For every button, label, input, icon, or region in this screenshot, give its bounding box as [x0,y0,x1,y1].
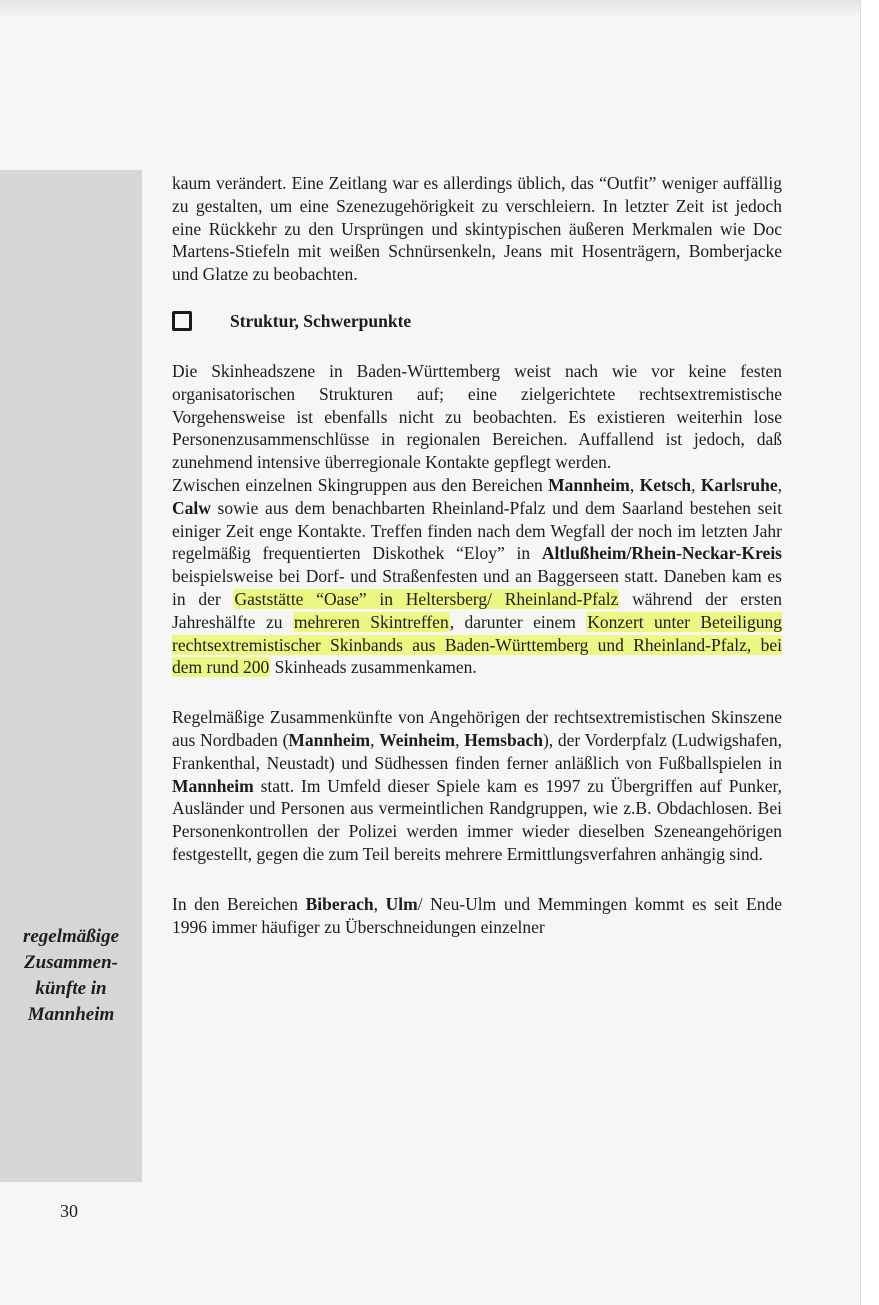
margin-sidebar [0,170,142,1182]
margin-note-line: künfte in [35,978,107,999]
paragraph-biberach: In den Bereichen Biberach, Ulm/ Neu-Ulm und Memmingen kommt es seit Ende 1996 immer häufiger zu Überschneidungen einzelner [172,893,783,937]
place-name: Ketsch [639,474,692,495]
paragraph-structure: Die Skinheadszene in Baden-Württemberg weist nach wie vor keine festen organisatorischen Strukturen auf; eine zielgerichtete rechtsextremistische Vorgehensweise ist ebenfalls nicht zu beobachten. Es existieren weiterhin lose Personenzusammenschlüsse in regionalen Bereichen. Auffallend ist jedoch, daß zunehmend intensive überregionale Kontakte gepflegt werden. [172,360,782,473]
page-number: 30 [60,1201,78,1221]
section-heading [172,308,782,334]
place-name: Calw [172,497,211,518]
paragraph-contacts: Zwischen einzelnen Skingruppen aus den Bereichen Mannheim, Ketsch, Karlsruhe, Calw sowie aus dem benachbarten Rheinland-Pfalz und dem Saarland bestehen seit einiger Zeit enge Kontakte. Treffen finden nach dem Wegfall der noch im letzten Jahr regelmäßig frequentierten Diskothek “Eloy” in Altlußheim/Rhein-Neckar-Kreis beispielsweise bei Dorf- und Straßenfesten und an Baggerseen statt. Daneben kam es in der Gaststätte “Oase” in Heltersberg/ Rheinland-Pfalz während der ersten Jahreshälfte zu mehreren Skintreffen, darunter einem Konzert unter Beteiligung rechtsextremistischer Skinbands aus Baden-Württemberg und Rheinland-Pfalz, bei dem rund 200 Skinheads zusammenkamen. [172,474,783,678]
place-name: Ulm [385,893,418,914]
place-name: Weinheim [379,729,456,750]
place-name: Altlußheim/Rhein-Neckar-Kreis [541,543,782,564]
margin-note-line: regelmäßige [22,926,120,947]
place-name: Mannheim [548,474,630,495]
highlighted-text: mehreren Skintreffen [293,611,449,632]
place-name: Biberach [305,893,374,914]
main-content [172,172,782,938]
paragraph-meetings: Regelmäßige Zusammenkünfte von Angehörigen der rechtsextremistischen Skinszene aus Nordbaden (Mannheim, Weinheim, Hemsbach), der Vorderpfalz (Ludwigshafen, Frankenthal, Neustadt) und Südhessen finden ferner anläßlich von Fußballspielen in Mannheim statt. Im Umfeld dieser Spiele kam es 1997 zu Übergriffen auf Punker, Ausländer und Personen aus vermeintlichen Randgruppen, wie z.B. Obdachlosen. Bei Personenkontrollen der Polizei werden immer wieder dieselben Szeneangehörigen festgestellt, gegen die zum Teil bereits mehrere Ermittlungsverfahren anhängig sind. [172,707,783,864]
margin-note-line: Mannheim [27,1004,115,1025]
highlighted-text: Gaststätte “Oase” in Heltersberg/ Rheinland-Pfalz [234,588,619,609]
scan-right-edge [860,0,879,1305]
scan-top-edge [0,0,879,16]
place-name: Karlsruhe [700,474,778,495]
place-name: Mannheim [288,729,371,750]
intro-paragraph: kaum verändert. Eine Zeitlang war es allerdings üblich, das “Outfit” weniger auffällig zu gestalten, um eine Szenezugehörigkeit zu verschleiern. In letzter Zeit ist jedoch eine Rückkehr zu den Ursprüngen und skintypischen äußeren Merkmalen wie Doc Martens-Stiefeln mit weißen Schnürsenkeln, Jeans mit Hosenträgern, Bomberjacke und Glatze zu beobachten. [172,173,782,285]
margin-note [0,924,142,1028]
checkbox-icon [172,311,192,331]
margin-note-line: Zusammen- [24,952,118,973]
place-name: Mannheim [172,775,254,796]
highlighted-text: Konzert unter Beteiligung rechtsextremistischer Skinbands aus Baden-Württemberg und Rheinland-Pfalz, bei dem rund 200 [172,611,782,678]
place-name: Hemsbach [464,729,543,750]
section-heading-text: Struktur, Schwerpunkte [230,310,412,331]
